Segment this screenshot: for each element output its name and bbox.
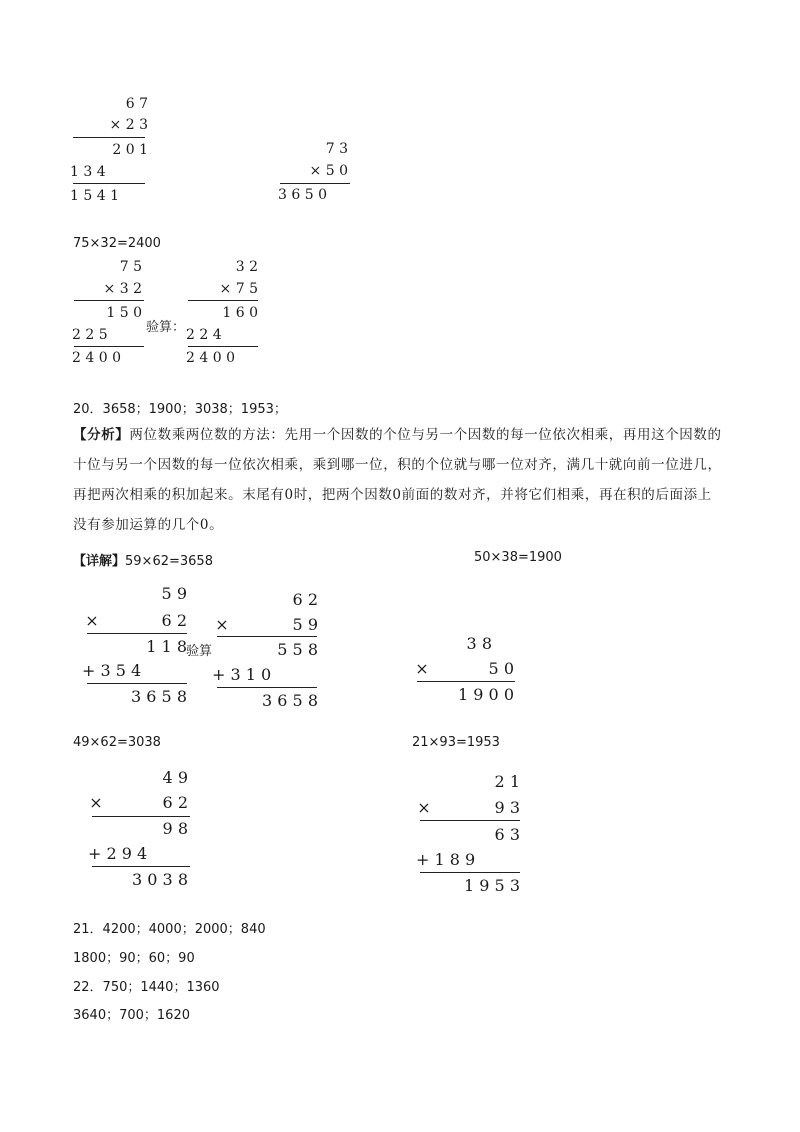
question-22-answer-line-1: 22．750；1440；1360 <box>73 980 220 995</box>
vertical-calc-21x93 <box>416 772 526 902</box>
equation-21x93: 21×93=1953 <box>412 735 500 750</box>
rule-line <box>217 687 317 688</box>
calc-row-partial-1: 1 5 0 <box>106 305 142 321</box>
analysis-tag: 【分析】 <box>73 427 130 443</box>
rule-line <box>73 137 145 138</box>
check-label: 验算： <box>146 320 186 335</box>
calc-row-multiplicand: 5 9 <box>161 584 187 603</box>
calc-row-product: 3 6 5 8 <box>131 687 187 706</box>
analysis-line-4: 没有参加运算的几个0。 <box>73 517 224 533</box>
rule-line <box>280 183 350 184</box>
vertical-calc-59x62 <box>82 584 192 714</box>
rule-line <box>87 683 187 684</box>
rule-line <box>217 636 317 637</box>
calc-row-product: 2 4 0 0 <box>72 350 121 366</box>
vertical-calc-38x50 <box>412 634 522 714</box>
calc-row-multiplicand: 2 1 <box>494 772 520 791</box>
calc-row-product: 1 5 4 1 <box>70 188 119 204</box>
detail-tag: 【详解】 <box>73 554 126 569</box>
calc-row-partial-2: + 2 9 4 <box>88 844 148 863</box>
vertical-calc-67x23 <box>70 96 150 211</box>
calc-row-product: 3 0 3 8 <box>132 870 188 889</box>
calc-row-partial-2: + 3 5 4 <box>82 661 142 680</box>
calc-row-multiplier: 5 0 <box>488 659 514 678</box>
equation-49x62: 49×62=3038 <box>73 735 161 750</box>
rule-line <box>188 346 258 347</box>
calc-row-multiplicand: 7 3 <box>325 141 348 157</box>
question-21-answer-line-2: 1800；90；60；90 <box>73 951 195 966</box>
rule-line <box>73 183 145 184</box>
calc-row-multiplicand: 4 9 <box>162 768 188 787</box>
calc-row-multiplier: × 5 0 <box>309 163 348 179</box>
calc-row-multiplier: 9 3 <box>494 798 520 817</box>
analysis-paragraph <box>73 420 733 540</box>
calc-row-partial-2: + 1 8 9 <box>416 850 476 869</box>
calc-row-partial-2: 2 2 4 <box>186 327 222 343</box>
calc-row-multiplier: × 3 2 <box>103 281 142 297</box>
calc-row-multiplicand: 7 5 <box>119 259 142 275</box>
calc-row-partial-2: + 3 1 0 <box>212 665 272 684</box>
question-21-answer-line-1: 21．4200；4000；2000；840 <box>73 922 266 937</box>
calc-row-partial-1: 1 1 8 <box>146 637 187 656</box>
calc-row-times-sign: × <box>417 798 431 817</box>
calc-row-multiplicand: 3 8 <box>466 634 492 653</box>
calc-row-multiplier: × 2 3 <box>109 117 148 133</box>
rule-line <box>420 872 520 873</box>
equation-59x62: 59×62=3658 <box>125 554 213 569</box>
check-label: 验算 <box>186 644 213 659</box>
question-22-answer-line-2: 3640；700；1620 <box>73 1008 190 1023</box>
analysis-line-2: 十位与另一个因数的每一位依次相乘，乘到哪一位，积的个位就与哪一位对齐，满几十就向前一位进几， <box>73 457 722 473</box>
calc-row-partial-1: 1 6 0 <box>222 305 258 321</box>
question-20-answer: 20．3658；1900；3038；1953； <box>73 402 287 417</box>
rule-line <box>420 820 520 821</box>
calc-row-product: 2 4 0 0 <box>186 350 235 366</box>
detail-heading <box>73 550 213 569</box>
calc-row-multiplier: 6 2 <box>162 793 188 812</box>
vertical-calc-62x59 <box>212 590 322 720</box>
analysis-line-3: 再把两次相乘的积加起来。末尾有0时，把两个因数0前面的数对齐，并将它们相乘，再在积的后面添上 <box>73 487 712 503</box>
calc-row-product: 3 6 5 8 <box>262 691 318 710</box>
vertical-calc-32x75 <box>186 259 266 374</box>
equation-50x38: 50×38=1900 <box>474 550 562 565</box>
calc-row-partial-2: 1 3 4 <box>70 164 106 180</box>
vertical-calc-75x32 <box>72 259 152 374</box>
rule-line <box>92 866 190 867</box>
rule-line <box>417 681 515 682</box>
analysis-line-1: 【分析】两位数乘两位数的方法：先用一个因数的个位与另一个因数的每一位依次相乘，再用这个因数的 <box>73 427 722 443</box>
calc-row-multiplicand: 6 7 <box>125 96 148 112</box>
equation-75x32: 75×32=2400 <box>73 236 161 251</box>
calc-row-partial-1: 6 3 <box>494 825 520 844</box>
vertical-calc-49x62 <box>88 768 198 898</box>
calc-row-partial-1: 5 5 8 <box>277 640 318 659</box>
calc-row-product: 1 9 5 3 <box>464 876 520 895</box>
vertical-calc-73x50 <box>278 141 358 211</box>
calc-row-product: 3 6 5 0 <box>278 187 327 203</box>
calc-row-partial-2: 2 2 5 <box>72 327 108 343</box>
calc-row-partial-1: 2 0 1 <box>112 142 148 158</box>
rule-line <box>87 633 187 634</box>
calc-row-multiplicand: 3 2 <box>235 259 258 275</box>
rule-line <box>188 300 258 301</box>
calc-row-times-sign: × <box>85 611 99 630</box>
rule-line <box>92 816 190 817</box>
calc-row-times-sign: × <box>89 793 103 812</box>
calc-row-partial-1: 9 8 <box>162 819 188 838</box>
rule-line <box>74 300 144 301</box>
rule-line <box>74 346 144 347</box>
calc-row-product: 1 9 0 0 <box>458 685 514 704</box>
calc-row-multiplier: × 7 5 <box>219 281 258 297</box>
calc-row-multiplier: 6 2 <box>161 611 187 630</box>
calc-row-times-sign: × <box>415 659 429 678</box>
calc-row-multiplier: 5 9 <box>292 615 318 634</box>
calc-row-multiplicand: 6 2 <box>292 590 318 609</box>
calc-row-times-sign: × <box>215 615 229 634</box>
